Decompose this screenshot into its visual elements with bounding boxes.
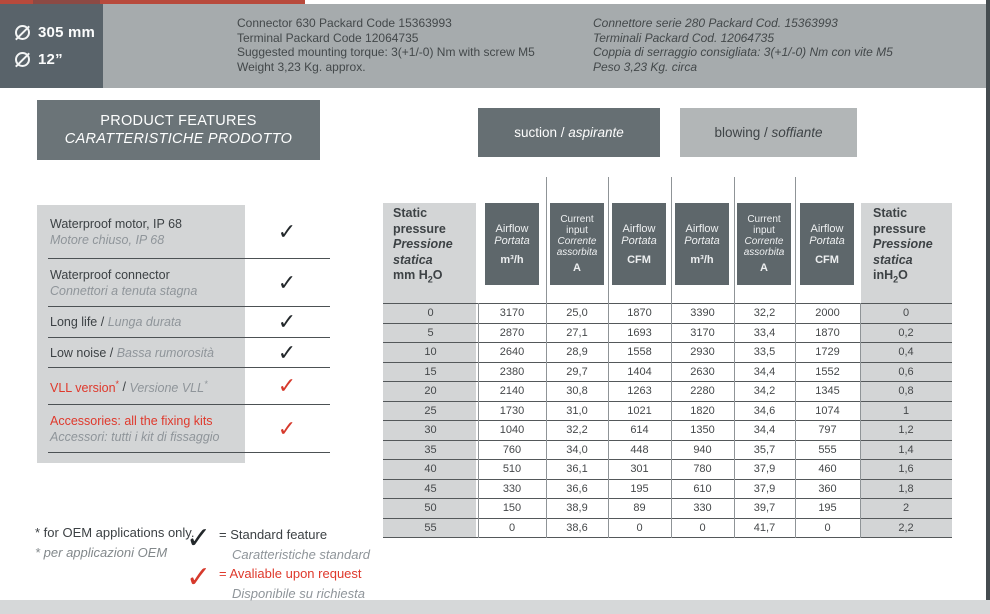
table-cell: 34,6 [753, 404, 776, 417]
tab-suction [478, 108, 660, 157]
table-cell: 32,2 [566, 424, 588, 437]
table-cell: 1021 [627, 404, 652, 417]
diameter-icon [15, 25, 30, 40]
feature-label-it: Motore chiuso, IP 68 [50, 232, 165, 247]
header-unit: m³/h [500, 253, 524, 266]
table-cell: 1404 [627, 365, 652, 378]
table-cell: 1693 [627, 326, 652, 339]
table-cell: 20 [424, 385, 437, 398]
header-title-it: Pressione statica [873, 237, 933, 267]
feature-text [48, 344, 275, 362]
checkmark-icon: ✓ [277, 218, 297, 244]
diameter-inch-label: 12” [38, 51, 63, 68]
feature-row-vll-version [48, 368, 330, 405]
table-cell: 1350 [690, 424, 715, 437]
legend-label-it: Disponibile su richiesta [232, 586, 365, 601]
table-row [383, 519, 952, 539]
feature-row-accessories [48, 405, 330, 453]
table-cell: 2,2 [898, 521, 914, 534]
feature-row-long-life [48, 307, 330, 338]
product-features-title-it: CARATTERISTICHE PRODOTTO [64, 131, 293, 147]
table-cell: 1870 [627, 307, 652, 320]
table-header-airflow-m3h-suction [485, 203, 539, 285]
table-row [383, 460, 952, 480]
table-cell: 28,9 [566, 346, 588, 359]
table-cell: 301 [630, 463, 649, 476]
asterisk: * [204, 378, 208, 389]
table-row [383, 480, 952, 500]
table-cell: 2640 [499, 346, 525, 359]
feature-text [48, 413, 275, 445]
table-cell: 39,7 [753, 502, 776, 515]
header-label: Airflow [622, 222, 656, 235]
table-cell: 2140 [499, 385, 525, 398]
checkmark-icon: ✓ [277, 309, 297, 334]
diameter-box [0, 4, 103, 88]
info-line: Terminal Packard Code 12064735 [237, 30, 419, 45]
header-label-it: Corrente assorbita [556, 236, 598, 258]
table-cell: 89 [633, 502, 646, 515]
product-features-header [37, 100, 320, 160]
header-label-it: Portata [684, 234, 720, 247]
feature-label-en: Waterproof connector [50, 267, 170, 282]
header-title-it: Pressione statica [393, 237, 453, 267]
table-cell: 2380 [499, 365, 525, 378]
asterisk: * [115, 378, 120, 389]
header-label-it: Portata [621, 234, 657, 247]
table-cell: 1552 [815, 365, 840, 378]
table-header-airflow-cfm-suction [612, 203, 666, 285]
table-cell: 555 [818, 443, 837, 456]
info-line: Peso 3,23 Kg. circa [593, 59, 698, 74]
legend-label-it: Caratteristiche standard [232, 547, 371, 562]
table-cell: 2000 [815, 307, 840, 320]
oem-footnote-it: * per applicazioni OEM [35, 545, 168, 560]
table-cell: 0,2 [898, 326, 914, 339]
table-cell: 195 [630, 482, 649, 495]
table-cell: 1870 [815, 326, 840, 339]
table-cell: 31,0 [566, 404, 588, 417]
table-cell: 780 [693, 463, 712, 476]
table-cell: 37,9 [753, 482, 776, 495]
table-header-airflow-cfm-blowing [800, 203, 854, 285]
table-cell: 610 [693, 482, 712, 495]
checkmark-icon: ✓ [277, 373, 297, 398]
table-cell: 38,6 [566, 521, 588, 534]
table-cell: 34,4 [753, 424, 776, 437]
table-cell: 330 [502, 482, 522, 495]
info-line: Connector 630 Packard Code 15363993 [237, 16, 452, 30]
diameter-mm [15, 19, 103, 46]
column-divider [478, 303, 479, 538]
table-cell: 1,4 [898, 443, 914, 456]
table-cell: 448 [630, 443, 649, 456]
legend-available-upon-request [219, 564, 365, 604]
header-unit: A [573, 262, 581, 274]
table-cell: 50 [424, 502, 437, 515]
table-cell: 1263 [627, 385, 652, 398]
table-cell: 760 [502, 443, 522, 456]
diameter-inch [15, 46, 103, 73]
table-cell: 330 [693, 502, 712, 515]
table-row [383, 304, 952, 324]
table-cell: 40 [424, 463, 437, 476]
header-label-it: Portata [809, 234, 845, 247]
header-unit: mm $H_2O$ [393, 268, 443, 285]
table-cell: 1,2 [898, 424, 914, 437]
oem-footnote-en: * for OEM applications only. [35, 525, 195, 540]
feature-row-low-noise [48, 338, 330, 368]
header-label: Current input [747, 214, 781, 236]
table-cell: 25,0 [566, 307, 588, 320]
table-cell: 3170 [690, 326, 715, 339]
tab-label-en: suction / [514, 125, 569, 140]
feature-label-it: Bassa rumorosità [116, 345, 214, 360]
table-cell: 2870 [499, 326, 525, 339]
table-header-static-pressure-suction [393, 206, 471, 288]
table-row [383, 324, 952, 344]
table-header-static-pressure-blowing [873, 206, 949, 288]
table-cell: 5 [427, 326, 434, 339]
checkmark-icon: ✓ [186, 561, 212, 594]
tab-label-en: blowing / [714, 125, 772, 140]
column-divider [671, 177, 672, 538]
oem-footnote [35, 523, 194, 563]
separator: / [106, 345, 117, 360]
tab-blowing [680, 108, 857, 157]
table-cell: 0,6 [898, 365, 914, 378]
table-cell: 36,6 [566, 482, 588, 495]
table-row [383, 402, 952, 422]
diameter-mm-label: 305 mm [38, 24, 96, 41]
checkmark-icon: ✓ [277, 339, 297, 365]
header-title: Static pressure [873, 206, 926, 236]
table-cell: 1,6 [898, 463, 914, 476]
info-line: Terminali Packard Cod. 12064735 [593, 30, 775, 45]
table-cell: 797 [818, 424, 837, 437]
table-cell: 195 [818, 502, 837, 515]
feature-label-en: Waterproof motor, IP 68 [50, 216, 183, 231]
diameter-icon [15, 52, 30, 67]
table-row [383, 421, 952, 441]
table-cell: 35,7 [753, 443, 776, 456]
table-cell: 0 [699, 521, 706, 534]
info-line: Connettore serie 280 Packard Cod. 15363993 [593, 16, 838, 30]
performance-table [383, 177, 952, 538]
table-cell: 30 [424, 424, 437, 437]
feature-label-en: VLL version* [50, 378, 120, 395]
header-label-it: Corrente assorbita [743, 236, 785, 258]
feature-label-en: Accessories: all the fixing kits [50, 413, 213, 428]
right-edge-strip [986, 0, 990, 600]
table-row [383, 499, 952, 519]
table-cell: 0 [824, 521, 831, 534]
tab-label-it: soffiante [771, 125, 823, 140]
feature-label-it: Versione VLL* [129, 378, 208, 395]
feature-text [48, 216, 275, 248]
legend-label-en: = Avaliable upon request [219, 566, 362, 581]
header-label: Airflow [495, 222, 529, 235]
features-list [37, 205, 330, 463]
table-cell: 1820 [690, 404, 715, 417]
checkmark-icon: ✓ [277, 415, 297, 441]
table-cell: 2930 [690, 346, 715, 359]
table-cell: 0 [902, 307, 910, 320]
column-divider [734, 177, 735, 538]
connector-info-en [237, 16, 535, 74]
header-label: Current input [560, 214, 594, 236]
table-cell: 0 [508, 521, 516, 534]
table-row [383, 441, 952, 461]
feature-row-waterproof-motor [48, 205, 330, 259]
table-cell: 33,4 [753, 326, 776, 339]
table-cell: 614 [630, 424, 649, 437]
table-cell: 37,9 [753, 463, 776, 476]
header-label: Airflow [810, 222, 844, 235]
table-row [383, 343, 952, 363]
tab-label-it: aspirante [568, 125, 624, 140]
header-unit: CFM [627, 253, 651, 266]
column-divider [546, 177, 547, 538]
feature-text [48, 375, 275, 396]
legend-label-en: = Standard feature [219, 527, 328, 542]
table-cell: 34,4 [753, 365, 776, 378]
checkmark-icon: ✓ [277, 269, 297, 295]
table-cell: 3390 [690, 307, 715, 320]
table-cell: 32,2 [753, 307, 776, 320]
feature-text [48, 313, 275, 331]
table-cell: 1729 [815, 346, 840, 359]
table-cell: 1074 [815, 404, 840, 417]
table-row [383, 363, 952, 383]
checkmark-icon: ✓ [186, 522, 212, 555]
table-cell: 34,0 [566, 443, 588, 456]
table-cell: 510 [502, 463, 522, 476]
bottom-gray-strip [0, 600, 990, 614]
table-cell: 940 [693, 443, 712, 456]
table-cell: 1 [902, 404, 910, 417]
table-cell: 30,8 [566, 385, 588, 398]
table-cell: 1730 [499, 404, 525, 417]
table-cell: 41,7 [753, 521, 776, 534]
table-cell: 29,7 [566, 365, 588, 378]
table-cell: 0,8 [898, 385, 914, 398]
header-unit: A [760, 262, 768, 274]
table-cell: 360 [818, 482, 837, 495]
table-cell: 1345 [815, 385, 840, 398]
feature-label-it: Lunga durata [107, 315, 182, 329]
feature-label-en: Long life [50, 315, 98, 329]
column-divider [860, 303, 861, 538]
table-cell: 0 [636, 521, 643, 534]
table-cell: 33,5 [753, 346, 776, 359]
table-cell: 150 [502, 502, 522, 515]
table-cell: 55 [424, 521, 437, 534]
feature-row-waterproof-connector [48, 259, 330, 307]
header-label-it: Portata [494, 234, 530, 247]
header-unit: m³/h [690, 253, 714, 266]
column-divider [795, 177, 796, 538]
info-line: Weight 3,23 Kg. approx. [237, 59, 366, 74]
header-unit: inH$_2$O [873, 268, 908, 285]
table-header-current-blowing [737, 203, 791, 285]
table-cell: 1558 [627, 346, 652, 359]
feature-text [48, 267, 275, 299]
separator: / [97, 315, 108, 329]
header-label: Airflow [685, 222, 719, 235]
info-line: Suggested mounting torque: 3(+1/-0) Nm with screw M5 [237, 45, 535, 59]
product-features-title-en: PRODUCT FEATURES [100, 113, 257, 129]
table-cell: 38,9 [566, 502, 588, 515]
table-cell: 0 [427, 307, 434, 320]
legend-standard-feature [219, 525, 370, 565]
table-cell: 2280 [690, 385, 715, 398]
feature-label-en: Low noise [50, 345, 107, 360]
table-cell: 10 [424, 346, 437, 359]
table-header-airflow-m3h-blowing [675, 203, 729, 285]
table-cell: 1,8 [898, 482, 914, 495]
table-cell: 25 [424, 404, 437, 417]
table-body [383, 303, 952, 538]
table-cell: 45 [424, 482, 437, 495]
table-cell: 1040 [499, 424, 525, 437]
table-cell: 27,1 [566, 326, 588, 339]
table-row [383, 382, 952, 402]
table-cell: 34,2 [753, 385, 776, 398]
header-title: Static pressure [393, 206, 446, 236]
feature-label-it: Connettori a tenuta stagna [50, 283, 198, 298]
table-cell: 0,4 [898, 346, 914, 359]
table-cell: 35 [424, 443, 437, 456]
feature-label-it: Accessori: tutti i kit di fissaggio [50, 429, 220, 444]
table-cell: 15 [424, 365, 437, 378]
table-cell: 460 [818, 463, 837, 476]
separator: / [119, 380, 130, 395]
table-cell: 3170 [499, 307, 525, 320]
table-header-current-suction [550, 203, 604, 285]
table-cell: 2630 [690, 365, 715, 378]
table-cell: 36,1 [566, 463, 588, 476]
info-line: Coppia di serraggio consigliata: 3(+1/-0) Nm con vite M5 [593, 45, 893, 59]
column-divider [608, 177, 609, 538]
connector-info-it [593, 16, 893, 74]
header-unit: CFM [815, 253, 839, 266]
table-cell: 2 [902, 502, 910, 515]
